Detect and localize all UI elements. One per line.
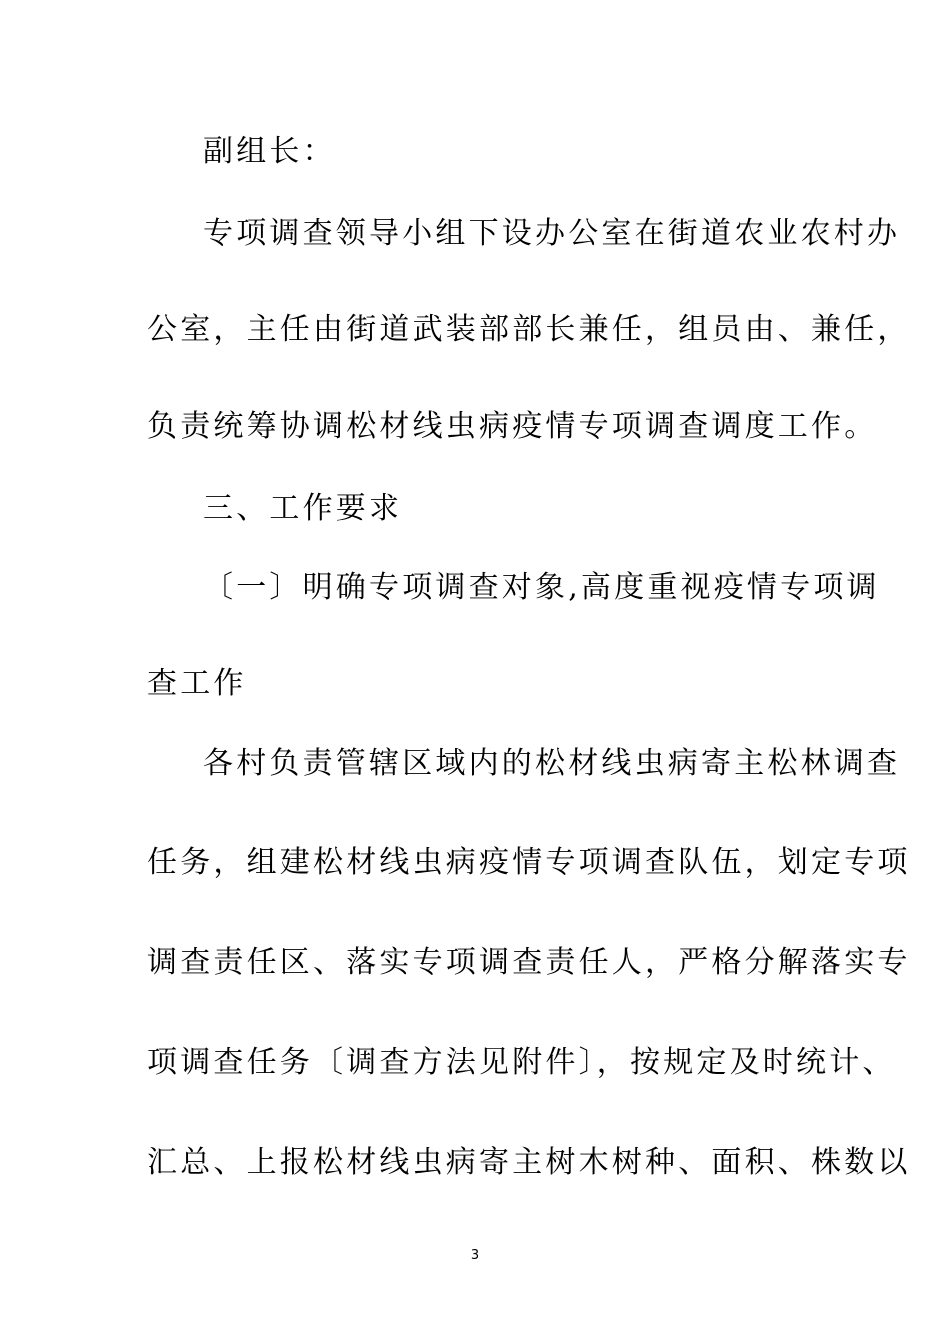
paragraph-line-2: 任务，组建松材线虫病疫情专项调查队伍，划定专项 [147,845,911,880]
text-line-deputy-leader: 副组长： [203,134,336,169]
page-number: 3 [470,1248,480,1263]
paragraph-line-5: 汇总、上报松材线虫病寄主树木树种、面积、株数以 [147,1145,911,1180]
subsection-heading-1-continued: 查工作 [147,666,247,701]
paragraph-line-4: 项调查任务〔调查方法见附件〕，按规定及时统计、 [147,1045,896,1080]
paragraph-line-3: 调查责任区、落实专项调查责任人，严格分解落实专 [147,945,911,980]
subsection-heading-1: 〔一〕明确专项调查对象,高度重视疫情专项调 [203,570,880,605]
text-line-office-director: 公室，主任由街道武装部部长兼任，组员由、兼任， [147,312,911,347]
section-heading-work-requirements: 三、工作要求 [203,491,403,526]
paragraph-line-1: 各村负责管辖区域内的松材线虫病寄主松林调查 [203,746,901,781]
text-line-office-setup: 专项调查领导小组下设办公室在街道农业农村办 [203,216,901,251]
text-line-responsibility: 负责统筹协调松材线虫病疫情专项调查调度工作。 [147,409,878,444]
